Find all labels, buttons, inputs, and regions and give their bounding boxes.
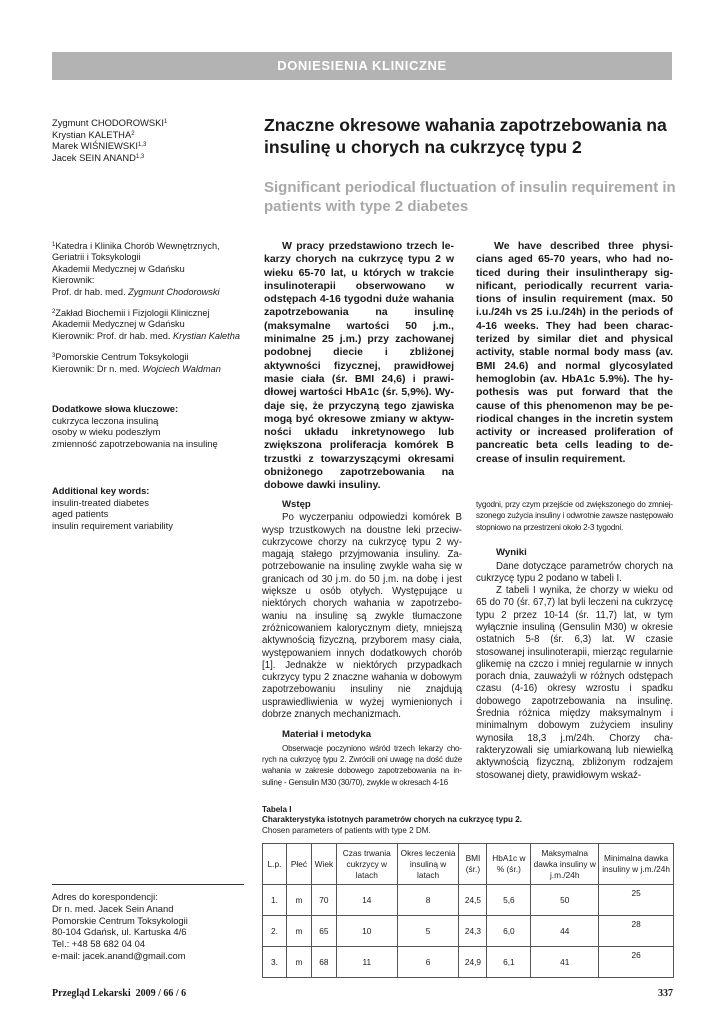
col-header: Okres leczenia insuliną w latach [397, 844, 459, 885]
table-cell: 10 [336, 916, 397, 947]
table-caption [262, 805, 682, 836]
col-header: Płeć [286, 844, 311, 885]
table-row [263, 916, 674, 947]
page-footer [52, 988, 673, 999]
heading-wyniki: Wyniki [496, 547, 527, 559]
table-cell: 50 [531, 885, 599, 916]
heading-metody: Materiał i metodyka [282, 729, 372, 741]
section-banner: DONIESIENIA KLINICZNE [52, 52, 672, 80]
table-cell: 24,3 [459, 916, 487, 947]
table-cell: 14 [336, 885, 397, 916]
table-cell: 5 [397, 916, 459, 947]
abstract-en: We have described three physicians aged 65-70 years, who had noticed during their insulintherapy significant, periodically recurrent variations of insulin requirement (max. 50 i.u./24h vs 25 i.u./24h) in the periods of 4-16 weeks. They had been characterized by similar diet and physical activity, stable normal body mass (av. BMI 24.6) and normal glycosylated hemoglobin (av. HbA1c 5.9%). The hypothesis was put forward that the cause of this phenomenon may be periodical changes in the incretin system activity or increased proliferation of pancreatic beta cells leading to decrease of insulin requirement. [476, 240, 673, 465]
col-header: HbA1c w % (śr.) [487, 844, 531, 885]
table-cell: m [286, 947, 311, 978]
author: Krystian KALETHA$^2$ [52, 128, 135, 140]
author: Marek WIŚNIEWSKI$^{1,3}$ [52, 140, 147, 152]
table-cell: 24,5 [459, 885, 487, 916]
table-cell: 1. [263, 885, 287, 916]
table-cell: 6,0 [487, 916, 531, 947]
table-cell: 65 [311, 916, 336, 947]
col-header: Wiek [311, 844, 336, 885]
affiliation-1: $^1$Katedra i Klinika Chorób Wewnętrznych, Geriatrii i Toksykologii Akademii Medycznej w Gdańsku Kierownik: Prof. dr hab. med. Zygmunt Chodorowski [52, 241, 220, 297]
heading-wstep: Wstęp [282, 499, 311, 510]
table-title-en: Chosen parameters of patients with type 2 DM. [262, 825, 431, 835]
keywords-pl-heading: Dodatkowe słowa kluczowe: [52, 403, 179, 414]
table-cell: 26 [599, 947, 674, 978]
article-title-en: Significant periodical fluctuation of insulin requirement in patients with type 2 diabetes [264, 179, 676, 215]
table-cell: 25 [599, 885, 674, 916]
body-column-1 [262, 499, 462, 788]
col-header: BMI (śr.) [459, 844, 487, 885]
table-cell: 68 [311, 947, 336, 978]
paragraph-wstep: Po wyczerpaniu odpowiedzi komórek B wysp trzustkowych na doustne leki przeciwcukrzycowe chorzy na cukrzycę typu 2 wymagają stałego przyjmowania insuliny. Zapotrzebowanie na insulinę zwykle waha się w granicach od 30 j.m. do 50 j.m. na dobę i jest większe u osób otyłych. Występujące u niektórych chorych wahania w zapotrzebowaniu na insulinę są zwykle tłumaczone zróżnicowaniem kalorycznym diety, mniejszą aktywnością fizyczną, przyborem masy ciała, występowaniem innych dodatkowych chorób [1]. Jednakże w niektórych przypadkach cukrzycy typu 2 znaczne wahania w dobowym zapotrzebowaniu insuliny nie znajdują usprawiedliwienia w wyżej wymienionych i dobrze znanych mechanizmach. [262, 512, 462, 721]
paragraph-wyniki-2: Z tabeli I wynika, że chorzy w wieku od 65 do 70 (śr. 67,7) lat byli leczeni na cukrzycę typu 2 przez 10-14 (śr. 11,7) lat, w tym wyłącznie insuliną (Gensulin M30) w okresie ostatnich 5-8 (śr. 6,3) lat. W czasie stosowanej insulinoterapii, mierząc regularnie glikemię na czczo i mniej regularnie w innych porach dnia, zauważyli w różnych odstępach czasu (4-16) okresy wzrostu i spadku dobowego zapotrzebowania na insulinę. Średnia różnica między maksymalnym i minimalnym dobowym zużyciem insuliny wynosiła 18,3 j.m/24h. Chorzy charakteryzowali się umiarkowaną lub niewielką aktywnością fizyczną, zbliżonym rodzajem stosowanej diety, prawidłowym wskaź- [476, 585, 673, 781]
abstract-pl: W pracy przedstawiono trzech lekarzy chorych na cukrzycę typu 2 w wieku 65-70 lat, u których w trakcie insulinoterapii obserwowano w odstępach 4-16 tygodni duże wahania zapotrzebowania na insulinę (maksymalne wartości 50 j.m., minimalne 25 j.m.) przy zachowanej podobnej diecie i zbliżonej aktywności fizycznej, prawidłowej masie ciała (śr. BMI 24,6) i prawidłowej wartości HbA1c (śr. 5,9%). Wydaje się, że przyczyną tego zjawiska mogą być okresowe zmiany w aktywności układu inkretynowego lub zwiększona proliferacja komórek B trzustki z towarzyszącymi okresami obniżonego zapotrzebowania na dobowe dawki insuliny. [264, 240, 454, 492]
col-header: Czas trwania cukrzycy w latach [336, 844, 397, 885]
table-cell: 24,9 [459, 947, 487, 978]
keywords-en-heading: Additional key words: [52, 485, 150, 496]
affiliation-2: $^2$Zakład Biochemii i Fizjologii Klinicznej Akademii Medycznej w Gdańsku Kierownik: Prof. dr hab. med. Krystian Kaletha [52, 308, 240, 341]
table-cell: 44 [531, 916, 599, 947]
table-cell: 70 [311, 885, 336, 916]
parameters-table [262, 843, 674, 978]
affiliations [52, 240, 257, 384]
table-header-row [263, 844, 674, 885]
table-row [263, 885, 674, 916]
table-cell: 2. [263, 916, 287, 947]
table-cell: 11 [336, 947, 397, 978]
col-header: Maksymalna dawka insuliny w j.m./24h [531, 844, 599, 885]
table-cell: 3. [263, 947, 287, 978]
correspondence-divider [52, 884, 244, 885]
page-number: 337 [658, 988, 673, 999]
article-title-pl: Znaczne okresowe wahania zapotrzebowania na insulinę u chorych na cukrzycę typu 2 [264, 115, 667, 157]
author: Jacek SEIN ANAND$^{1,3}$ [52, 151, 145, 163]
author-list [52, 117, 247, 163]
table-cell: 8 [397, 885, 459, 916]
paragraph-metody: Obserwacje poczyniono wśród trzech lekarzy chorych na cukrzycę typu 2. Zwrócili oni uwagę na dość duże wahania w zakresie dobowego zapotrzebowania na insulinę - Gensulin M30 (30/70), zwykle w okresach 4-16 [262, 743, 462, 787]
keywords-pl: Dodatkowe słowa kluczowe: cukrzyca leczona insuliną osoby w wieku podeszłym zmienność zapotrzebowania na insulinę [52, 403, 218, 449]
paragraph-metody-continued: tygodni, przy czym przejście od zwiększonego do zmniejszonego zużycia insuliny i odwrotnie zawsze następowało stopniowo na przestrzeni około 2-3 tygodni. [476, 500, 673, 532]
table-title-pl: Charakterystyka istotnych parametrów chorych na cukrzycę typu 2. [262, 815, 522, 825]
table-cell: 6 [397, 947, 459, 978]
table-label: Tabela I [262, 805, 292, 814]
author: Zygmunt CHODOROWSKI$^1$ [52, 117, 168, 128]
keywords-en: Additional key words: insulin-treated diabetes aged patients insulin requirement variability [52, 485, 173, 531]
table-cell: 6,1 [487, 947, 531, 978]
paragraph-wyniki-1: Dane dotyczące parametrów chorych na cukrzycę typu 2 podano w tabeli I. [476, 560, 673, 584]
table-cell: 41 [531, 947, 599, 978]
correspondence-address: Adres do korespondencji: Dr n. med. Jacek Sein Anand Pomorskie Centrum Toksykologii 80-104 Gdańsk, ul. Kartuska 4/6 Tel.: +48 58 682 04 04 e-mail: jacek.anand@gmail.com [52, 891, 252, 962]
table-cell: m [286, 885, 311, 916]
body-column-2 [476, 499, 673, 782]
journal-citation: Przegląd Lekarski 2009 / 66 / 6 [52, 988, 187, 999]
table-cell: 28 [599, 916, 674, 947]
email-text: e-mail: jacek.anand@gmail.com [52, 949, 186, 961]
affiliation-3: $^3$Pomorskie Centrum Toksykologii Kierownik: Dr n. med. Wojciech Waldman [52, 352, 221, 374]
table-cell: m [286, 916, 311, 947]
col-header: Minimalna dawka insuliny w j.m./24h [599, 844, 674, 885]
col-header: L.p. [263, 844, 287, 885]
table-row [263, 947, 674, 978]
table-cell: 5,6 [487, 885, 531, 916]
